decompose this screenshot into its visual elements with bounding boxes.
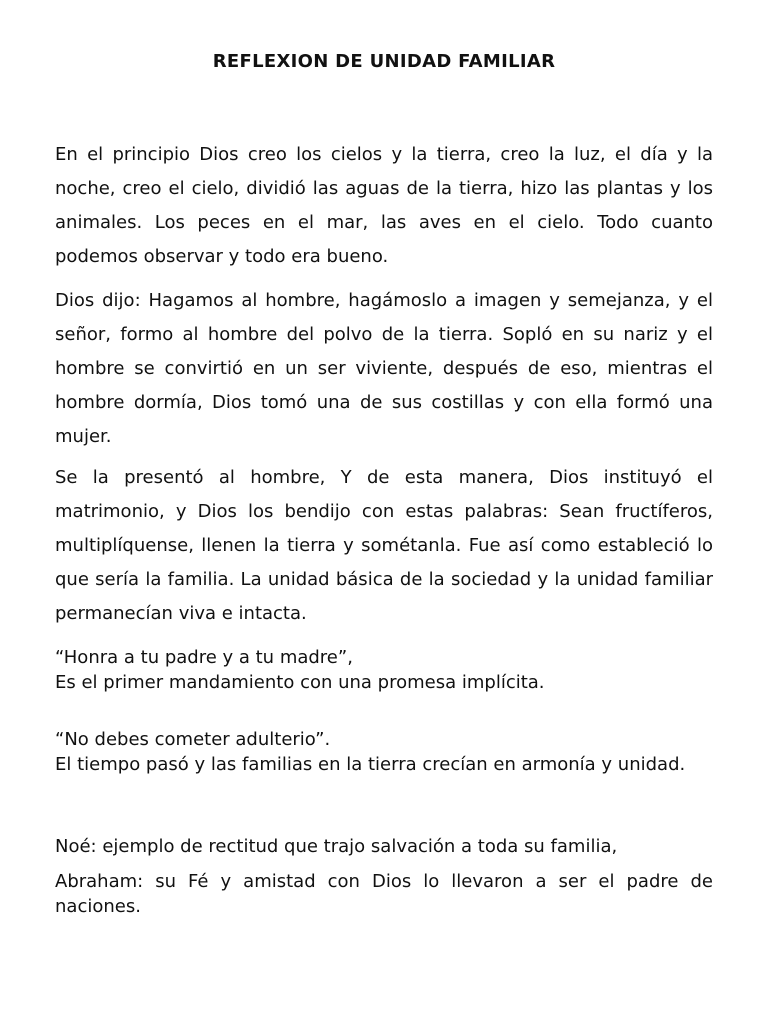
paragraph-creation: En el principio Dios creo los cielos y la tierra, creo la luz, el día y la noche, creo el cielo, dividió las aguas de la tierra, hizo las plantas y los animales. Los peces en el mar, las aves en el cielo. Todo cuanto podemos observar y todo era bueno. bbox=[55, 144, 713, 267]
paragraph-abraham: Abraham: su Fé y amistad con Dios lo llevaron a ser el padre de naciones. bbox=[55, 871, 713, 917]
paragraph-man-creation: Dios dijo: Hagamos al hombre, hagámoslo a imagen y semejanza, y el señor, formo al hombre del polvo de la tierra. Sopló en su nariz y el hombre se convirtió en un ser viviente, después de eso, mientras el hombre dormía, Dios tomó una de sus costillas y con ella formó una mujer. bbox=[55, 290, 713, 447]
paragraph-adultery: “No debes cometer adulterio”. El tiempo pasó y las familias en la tierra crecían en armonía y unidad. bbox=[55, 729, 686, 775]
paragraph-honor-parents: “Honra a tu padre y a tu madre”, Es el primer mandamiento con una promesa implícita. bbox=[55, 647, 545, 693]
document-title: REFLEXION DE UNIDAD FAMILIAR bbox=[212, 51, 556, 72]
paragraph-noah: Noé: ejemplo de rectitud que trajo salvación a toda su familia, bbox=[55, 836, 618, 857]
paragraph-marriage: Se la presentó al hombre, Y de esta manera, Dios instituyó el matrimonio, y Dios los bendijo con estas palabras: Sean fructíferos, multiplíquense, llenen la tierra y sométanla. Fue así como estableció lo que sería la familia. La unidad básica de la sociedad y la unidad familiar permanecían viva e intacta. bbox=[55, 467, 713, 624]
